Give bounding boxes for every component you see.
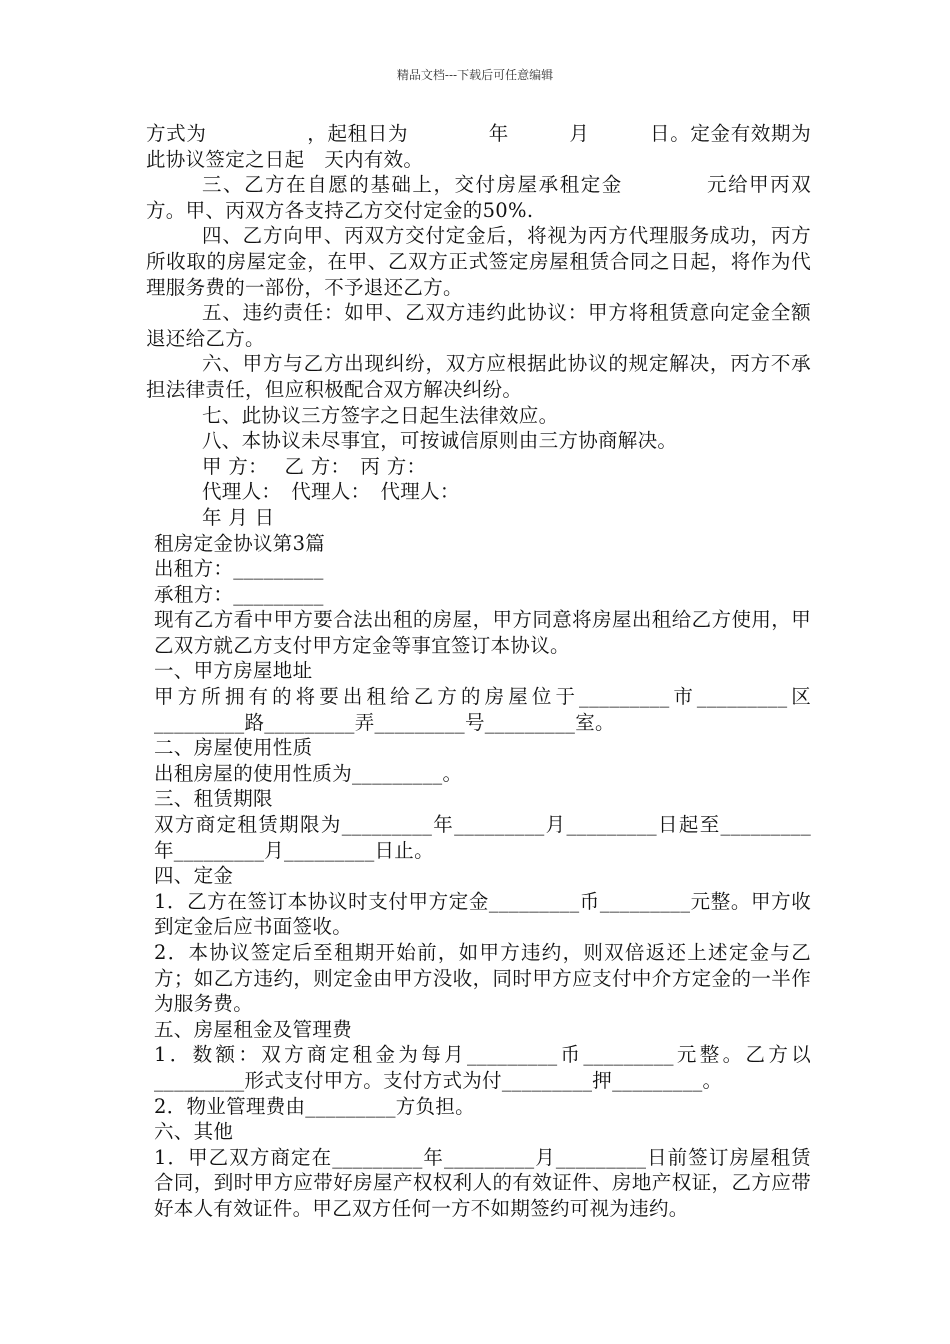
paragraph: 1．数额：双方商定租金为每月_________币_________元整。乙方以_________形式支付甲方。支付方式为付_________押_________。 [154, 1043, 811, 1092]
paragraph: 甲方所拥有的将要出租给乙方的房屋位于_________市_________区_________路_________弄_________号_________室。 [154, 685, 811, 734]
clause-heading: 一、甲方房屋地址 [154, 659, 313, 683]
paragraph: 八、本协议未尽事宜，可按诚信原则由三方协商解决。 [202, 429, 678, 453]
signature-date-line: 年 月 日 [202, 505, 275, 529]
paragraph: 七、此协议三方签字之日起生法律效应。 [202, 403, 559, 427]
clause-heading: 四、定金 [154, 864, 234, 888]
paragraph: 三、乙方在自愿的基础上，交付房屋承租定金 元给甲丙双方。甲、丙双方各支持乙方交付定金的50%. [146, 173, 811, 222]
page-header: 精品文档---下载后可任意编辑 [396, 68, 554, 82]
clause-heading: 五、房屋租金及管理费 [154, 1017, 353, 1041]
document-body [146, 121, 811, 1222]
paragraph: 现有乙方看中甲方要合法出租的房屋，甲方同意将房屋出租给乙方使用，甲乙双方就乙方支付甲方定金等事宜签订本协议。 [154, 608, 811, 657]
paragraph: 方式为 ，起租日为 年 月 日。定金有效期为此协议签定之日起 天内有效。 [146, 122, 811, 171]
paragraph: 五、违约责任：如甲、乙双方违约此协议：甲方将租赁意向定金全额退还给乙方。 [146, 301, 811, 350]
paragraph: 出租房屋的使用性质为_________。 [154, 761, 463, 785]
clause-heading: 六、其他 [154, 1120, 234, 1144]
lessee-line: 承租方：_________ [154, 582, 324, 606]
lessor-line: 出租方：_________ [154, 557, 324, 581]
paragraph: 六、甲方与乙方出现纠纷，双方应根据此协议的规定解决，丙方不承担法律责任，但应积极配合双方解决纠纷。 [146, 352, 811, 401]
clause-heading: 二、房屋使用性质 [154, 736, 313, 760]
signature-parties-line: 甲 方： 乙 方： 丙 方： [202, 454, 427, 478]
paragraph: 双方商定租赁期限为_________年_________月_________日起至_________年_________月_________日止。 [154, 813, 811, 862]
paragraph: 2．物业管理费由_________方负担。 [154, 1094, 475, 1118]
paragraph: 四、乙方向甲、丙双方交付定金后，将视为丙方代理服务成功，丙方所收取的房屋定金，在甲、乙双方正式签定房屋租赁合同之日起，将作为代理服务费的一部份，不予退还乙方。 [146, 224, 811, 299]
clause-heading: 三、租赁期限 [154, 787, 273, 811]
section-title: 租房定金协议第3篇 [154, 531, 326, 555]
signature-agents-line: 代理人： 代理人： 代理人： [202, 480, 460, 504]
paragraph: 1．乙方在签订本协议时支付甲方定金_________币_________元整。甲方收到定金后应书面签收。 [154, 889, 811, 939]
paragraph: 2．本协议签定后至租期开始前，如甲方违约，则双倍返还上述定金与乙方；如乙方违约，则定金由甲方没收，同时甲方应支付中介方定金的一半作为服务费。 [154, 941, 811, 1016]
paragraph: 1．甲乙双方商定在_________年_________月_________日前签订房屋租赁合同，到时甲方应带好房屋产权权利人的有效证件、房地产权证，乙方应带好本人有效证件。甲乙双方任何一方不如期签约可视为违约。 [154, 1145, 811, 1220]
